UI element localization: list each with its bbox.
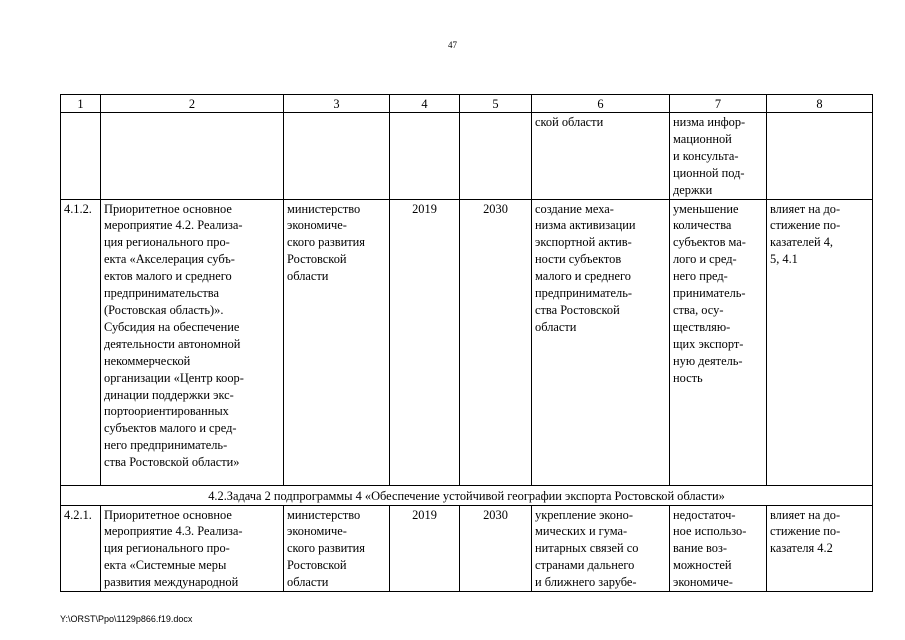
cell-num: 4.1.2. xyxy=(61,199,101,485)
cell-name: Приоритетное основное мероприятие 4.2. Реализа- ция регионального про- екта «Акселерация субъ- ектов малого и среднего предпринимательства (Ростовская область)». Субсидия на обеспечение деятельности автономной некоммерческой организации «Центр коор- динации поддержки экс- портоориентированных субъектов малого и сред- него предприниматель- ства Ростовской области» xyxy=(101,199,284,485)
cell-link xyxy=(767,113,873,200)
header-cell-7: 7 xyxy=(670,95,767,113)
table-row-4-2-1 xyxy=(61,505,873,592)
cell-executor: министерство экономиче- ского развития Ростовской области xyxy=(284,199,390,485)
cell-end-year: 2030 xyxy=(460,505,532,592)
cell-result: создание меха- низма активизации экспортной актив- ности субъектов малого и среднего предприниматель- ства Ростовской области xyxy=(532,199,670,485)
header-cell-5: 5 xyxy=(460,95,532,113)
cell-start-year xyxy=(390,113,460,200)
cell-result: укрепление эконо- мических и гума- нитарных связей со странами дальнего и ближнего зарубе- xyxy=(532,505,670,592)
cell-num xyxy=(61,113,101,200)
cell-consequences: низма инфор- мационной и консульта- ционной под- держки xyxy=(670,113,767,200)
cell-executor xyxy=(284,113,390,200)
cell-consequences: уменьшение количества субъектов ма- лого и сред- него пред- приниматель- ства, осу- ществляю- щих экспорт- ную деятель- ность xyxy=(670,199,767,485)
header-cell-8: 8 xyxy=(767,95,873,113)
cell-name xyxy=(101,113,284,200)
table-row-4-1-2 xyxy=(61,199,873,485)
header-cell-1: 1 xyxy=(61,95,101,113)
header-cell-6: 6 xyxy=(532,95,670,113)
header-cell-2: 2 xyxy=(101,95,284,113)
table-row-continuation xyxy=(61,113,873,200)
cell-executor: министерство экономиче- ского развития Ростовской области xyxy=(284,505,390,592)
cell-name: Приоритетное основное мероприятие 4.3. Реализа- ция регионального про- екта «Системные меры развития международной xyxy=(101,505,284,592)
cell-consequences: недостаточ- ное использо- вание воз- можностей экономиче- xyxy=(670,505,767,592)
table-header-row xyxy=(61,95,873,113)
page-number: 47 xyxy=(448,40,457,50)
cell-start-year: 2019 xyxy=(390,199,460,485)
footer-file-path: Y:\ORST\Ppo\1129p866.f19.docx xyxy=(60,614,193,624)
cell-num: 4.2.1. xyxy=(61,505,101,592)
table-section-row xyxy=(61,485,873,505)
cell-link: влияет на до- стижение по- казателя 4.2 xyxy=(767,505,873,592)
cell-start-year: 2019 xyxy=(390,505,460,592)
cell-link: влияет на до- стижение по- казателей 4, 5, 4.1 xyxy=(767,199,873,485)
cell-end-year xyxy=(460,113,532,200)
header-cell-4: 4 xyxy=(390,95,460,113)
header-cell-3: 3 xyxy=(284,95,390,113)
section-title: 4.2.Задача 2 подпрограммы 4 «Обеспечение устойчивой географии экспорта Ростовской области» xyxy=(61,485,873,505)
cell-result: ской области xyxy=(532,113,670,200)
cell-end-year: 2030 xyxy=(460,199,532,485)
program-table xyxy=(60,94,873,592)
